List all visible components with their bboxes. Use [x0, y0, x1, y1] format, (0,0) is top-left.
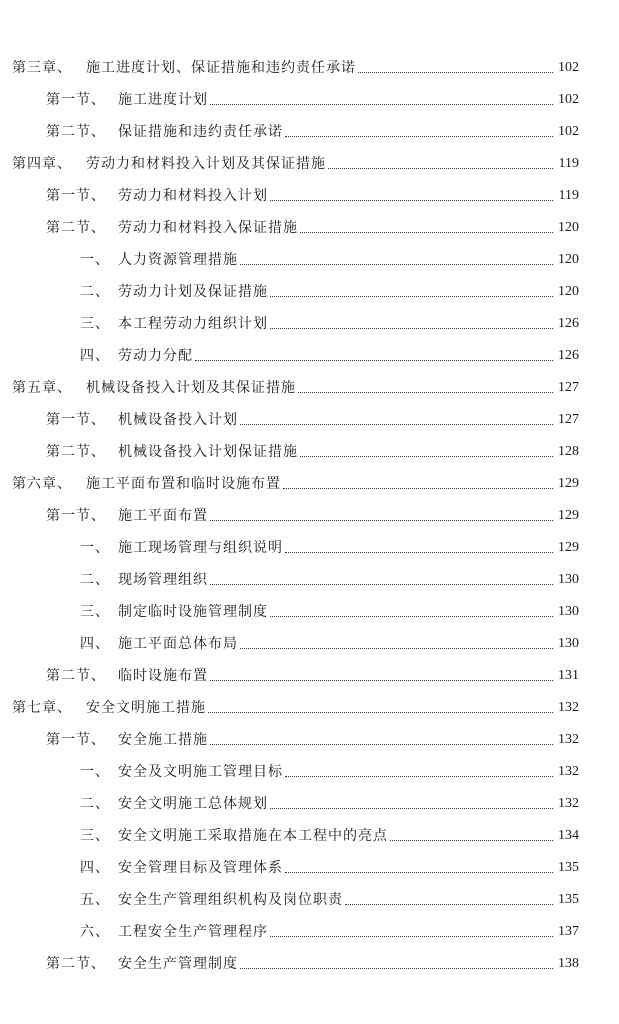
toc-entry-page-number: 132 — [558, 700, 579, 715]
toc-entry-number: 第一节、 — [46, 412, 106, 428]
dot-leader — [345, 903, 553, 905]
dot-leader — [285, 551, 553, 553]
toc-entry-number: 三、 — [80, 828, 110, 844]
toc-entry[interactable] — [0, 173, 619, 205]
toc-entry-title: 机械设备投入计划保证措施 — [118, 444, 298, 460]
toc-entry-page-number: 119 — [558, 188, 579, 203]
toc-entry[interactable] — [0, 493, 619, 525]
toc-entry-title: 劳动力分配 — [118, 348, 193, 364]
toc-entry-number: 第七章、 — [12, 700, 72, 716]
dot-leader — [210, 103, 553, 105]
toc-entry[interactable] — [0, 365, 619, 397]
toc-entry-page-number: 137 — [558, 924, 579, 939]
toc-entry-number: 四、 — [80, 636, 110, 652]
toc-entry[interactable] — [0, 333, 619, 365]
toc-entry-title: 安全文明施工总体规划 — [118, 796, 268, 812]
toc-entry-title: 安全管理目标及管理体系 — [118, 860, 283, 876]
toc-entry-page-number: 119 — [558, 156, 579, 171]
toc-entry-page-number: 127 — [558, 412, 579, 427]
toc-entry-number: 第一节、 — [46, 92, 106, 108]
toc-entry-page-number: 126 — [558, 348, 579, 363]
dot-leader — [210, 743, 553, 745]
toc-entry-page-number: 120 — [558, 220, 579, 235]
toc-entry-title: 施工现场管理与组织说明 — [118, 540, 283, 556]
toc-entry-page-number: 131 — [558, 668, 579, 683]
toc-entry-title: 劳动力和材料投入计划及其保证措施 — [86, 156, 326, 172]
toc-entry-number: 五、 — [80, 892, 110, 908]
toc-entry-number: 第二节、 — [46, 956, 106, 972]
toc-entry-page-number: 126 — [558, 316, 579, 331]
toc-entry-number: 四、 — [80, 860, 110, 876]
dot-leader — [358, 71, 553, 73]
toc-entry-title: 安全文明施工采取措施在本工程中的亮点 — [118, 828, 388, 844]
toc-entry-number: 三、 — [80, 604, 110, 620]
toc-entry[interactable] — [0, 205, 619, 237]
toc-entry-title: 劳动力和材料投入计划 — [118, 188, 268, 204]
toc-entry-page-number: 129 — [558, 476, 579, 491]
toc-entry-number: 一、 — [80, 764, 110, 780]
dot-leader — [210, 583, 553, 585]
toc-entry[interactable] — [0, 269, 619, 301]
toc-entry-number: 二、 — [80, 284, 110, 300]
toc-entry-number: 第二节、 — [46, 444, 106, 460]
toc-entry-number: 二、 — [80, 572, 110, 588]
toc-entry-page-number: 127 — [558, 380, 579, 395]
toc-entry-number: 一、 — [80, 252, 110, 268]
toc-entry-title: 保证措施和违约责任承诺 — [118, 124, 283, 140]
dot-leader — [328, 167, 553, 169]
toc-entry-number: 二、 — [80, 796, 110, 812]
toc-entry-title: 机械设备投入计划 — [118, 412, 238, 428]
dot-leader — [270, 199, 553, 201]
toc-entry[interactable] — [0, 301, 619, 333]
toc-entry-page-number: 102 — [558, 92, 579, 107]
toc-entry-page-number: 128 — [558, 444, 579, 459]
toc-entry-page-number: 102 — [558, 60, 579, 75]
toc-entry-number: 四、 — [80, 348, 110, 364]
toc-entry-number: 第二节、 — [46, 124, 106, 140]
toc-entry[interactable] — [0, 397, 619, 429]
dot-leader — [285, 775, 553, 777]
toc-entry-number: 六、 — [80, 924, 110, 940]
dot-leader — [283, 487, 553, 489]
toc-entry-page-number: 130 — [558, 636, 579, 651]
toc-entry-title: 施工平面布置 — [118, 508, 208, 524]
toc-entry[interactable] — [0, 813, 619, 845]
dot-leader — [208, 711, 553, 713]
toc-entry-number: 第一节、 — [46, 508, 106, 524]
toc-entry-title: 现场管理组织 — [118, 572, 208, 588]
toc-entry-number: 第二节、 — [46, 668, 106, 684]
toc-entry-title: 施工平面布置和临时设施布置 — [86, 476, 281, 492]
toc-entry-title: 机械设备投入计划及其保证措施 — [86, 380, 296, 396]
toc-entry-page-number: 130 — [558, 604, 579, 619]
toc-entry-number: 三、 — [80, 316, 110, 332]
toc-entry[interactable] — [0, 877, 619, 909]
toc-entry-page-number: 134 — [558, 828, 579, 843]
toc-entry-page-number: 135 — [558, 860, 579, 875]
dot-leader — [298, 391, 553, 393]
toc-entry-page-number: 129 — [558, 508, 579, 523]
toc-entry[interactable] — [0, 429, 619, 461]
dot-leader — [210, 519, 553, 521]
toc-entry-number: 一、 — [80, 540, 110, 556]
toc-entry[interactable] — [0, 749, 619, 781]
toc-entry-title: 制定临时设施管理制度 — [118, 604, 268, 620]
toc-entry-title: 劳动力计划及保证措施 — [118, 284, 268, 300]
dot-leader — [195, 359, 553, 361]
toc-entry-page-number: 102 — [558, 124, 579, 139]
toc-entry-title: 安全生产管理组织机构及岗位职责 — [118, 892, 343, 908]
toc-entry-page-number: 129 — [558, 540, 579, 555]
toc-entry-title: 施工进度计划 — [118, 92, 208, 108]
toc-entry-number: 第三章、 — [12, 60, 72, 76]
toc-entry[interactable] — [0, 781, 619, 813]
dot-leader — [270, 807, 553, 809]
toc-entry-page-number: 132 — [558, 764, 579, 779]
toc-entry-title: 施工进度计划、保证措施和违约责任承诺 — [86, 60, 356, 76]
dot-leader — [300, 231, 553, 233]
dot-leader — [270, 615, 553, 617]
toc-entry-title: 临时设施布置 — [118, 668, 208, 684]
toc-entry-number: 第二节、 — [46, 220, 106, 236]
toc-entry-page-number: 132 — [558, 796, 579, 811]
toc-entry[interactable] — [0, 237, 619, 269]
toc-entry-title: 安全施工措施 — [118, 732, 208, 748]
toc-entry-number: 第五章、 — [12, 380, 72, 396]
toc-entry[interactable] — [0, 557, 619, 589]
dot-leader — [285, 871, 553, 873]
toc-entry-number: 第六章、 — [12, 476, 72, 492]
dot-leader — [240, 967, 553, 969]
toc-entry-page-number: 135 — [558, 892, 579, 907]
toc-entry[interactable] — [0, 941, 619, 973]
dot-leader — [300, 455, 553, 457]
toc-entry[interactable] — [0, 685, 619, 717]
dot-leader — [240, 263, 553, 265]
toc-entry[interactable] — [0, 77, 619, 109]
toc-entry-page-number: 120 — [558, 252, 579, 267]
dot-leader — [390, 839, 553, 841]
toc-entry-title: 安全文明施工措施 — [86, 700, 206, 716]
toc-entry-title: 劳动力和材料投入保证措施 — [118, 220, 298, 236]
dot-leader — [210, 679, 553, 681]
toc-entry-page-number: 120 — [558, 284, 579, 299]
toc-entry-page-number: 130 — [558, 572, 579, 587]
toc-entry-number: 第一节、 — [46, 732, 106, 748]
toc-entry[interactable] — [0, 45, 619, 77]
toc-entry[interactable] — [0, 845, 619, 877]
toc-entry-page-number: 138 — [558, 956, 579, 971]
toc-entry[interactable] — [0, 525, 619, 557]
toc-entry-number: 第一节、 — [46, 188, 106, 204]
toc-entry-title: 安全生产管理制度 — [118, 956, 238, 972]
toc-entry-title: 本工程劳动力组织计划 — [118, 316, 268, 332]
dot-leader — [270, 295, 553, 297]
table-of-contents — [0, 45, 619, 973]
toc-entry[interactable] — [0, 461, 619, 493]
toc-entry-number: 第四章、 — [12, 156, 72, 172]
toc-entry[interactable] — [0, 589, 619, 621]
toc-entry[interactable] — [0, 109, 619, 141]
dot-leader — [270, 935, 553, 937]
toc-entry-title: 人力资源管理措施 — [118, 252, 238, 268]
dot-leader — [285, 135, 553, 137]
toc-entry-title: 施工平面总体布局 — [118, 636, 238, 652]
toc-entry[interactable] — [0, 717, 619, 749]
toc-entry[interactable] — [0, 653, 619, 685]
toc-entry[interactable] — [0, 621, 619, 653]
toc-entry[interactable] — [0, 909, 619, 941]
dot-leader — [240, 423, 553, 425]
dot-leader — [240, 647, 553, 649]
toc-entry-page-number: 132 — [558, 732, 579, 747]
dot-leader — [270, 327, 553, 329]
toc-entry-title: 工程安全生产管理程序 — [118, 924, 268, 940]
toc-entry-title: 安全及文明施工管理目标 — [118, 764, 283, 780]
toc-entry[interactable] — [0, 141, 619, 173]
